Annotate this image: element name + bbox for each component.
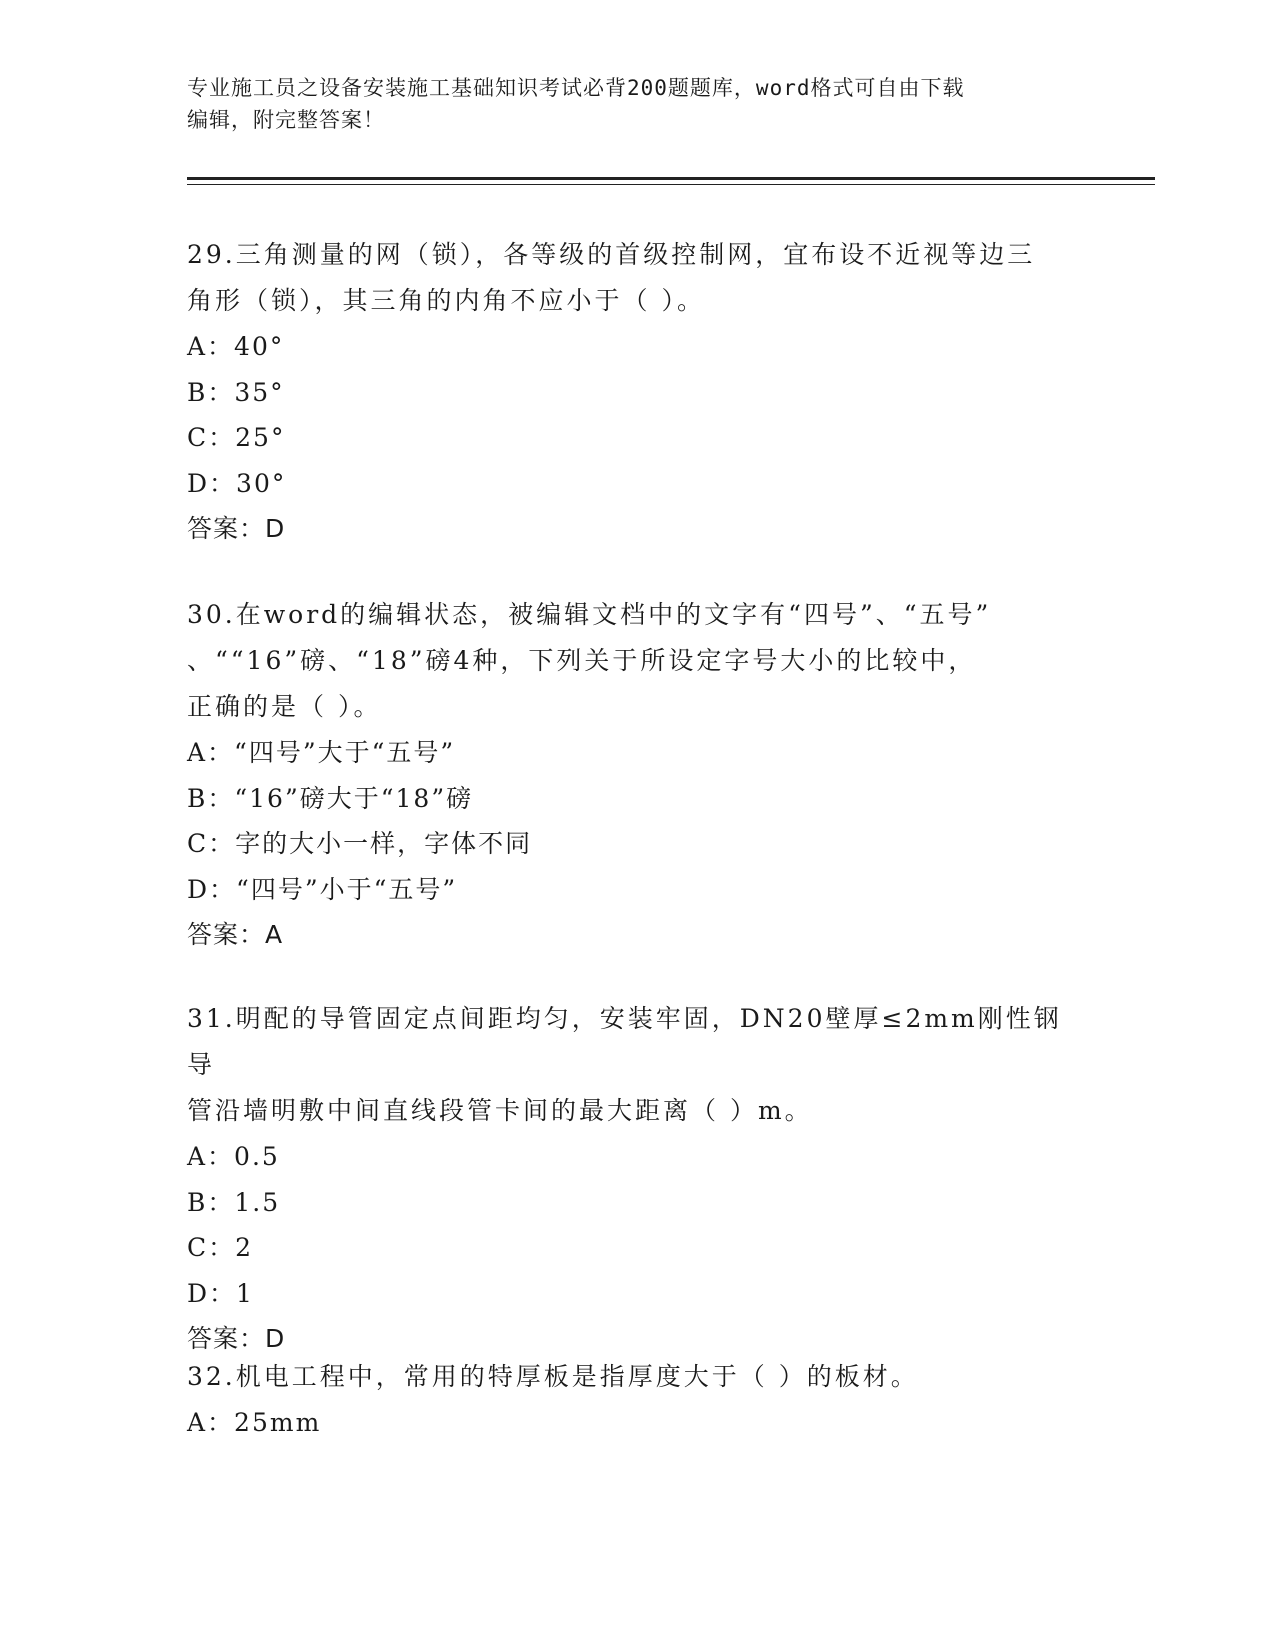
question-31: [187, 996, 1087, 1362]
question-29: [187, 232, 1087, 552]
question-text-line: 29.三角测量的网（锁），各等级的首级控制网，宜布设不近视等边三: [187, 240, 1036, 269]
option-a: A：“四号”大于“五号”: [187, 738, 456, 767]
question-text-line: 正确的是（ ）。: [187, 692, 382, 721]
option-b: B：“16”磅大于“18”磅: [187, 783, 474, 813]
header-divider-thick: [187, 177, 1155, 180]
option-a: A：0.5: [187, 1142, 280, 1171]
question-30: [187, 592, 1087, 958]
option-b: B：1.5: [187, 1187, 281, 1217]
option-a: A：40°: [187, 332, 285, 361]
header-title-line-2: 编辑，附完整答案！: [187, 108, 385, 132]
option-d: D：30°: [187, 468, 287, 498]
option-a: A：25mm: [187, 1408, 322, 1437]
question-text-line: 31.明配的导管固定点间距均匀，安装牢固，DN20壁厚≤2mm刚性钢导: [187, 1004, 1062, 1079]
option-c: C：2: [187, 1233, 254, 1262]
document-header: [187, 72, 1087, 136]
option-c: C：字的大小一样，字体不同: [187, 829, 533, 858]
answer-line: 答案：D: [187, 514, 286, 543]
option-b: B：35°: [187, 377, 285, 407]
answer-line: 答案：A: [187, 920, 284, 949]
question-text-line: 32.机电工程中，常用的特厚板是指厚度大于（ ）的板材。: [187, 1362, 919, 1391]
answer-line: 答案：D: [187, 1324, 286, 1353]
question-text-line: 、““16”磅、“18”磅4种，下列关于所设定字号大小的比较中，: [187, 646, 977, 675]
question-32: [187, 1354, 1087, 1446]
question-text-line: 管沿墙明敷中间直线段管卡间的最大距离（ ）m。: [187, 1096, 813, 1125]
header-title-line-1: 专业施工员之设备安装施工基础知识考试必背200题题库，word格式可自由下载: [187, 76, 965, 100]
question-text-line: 角形（锁），其三角的内角不应小于（ ）。: [187, 286, 705, 315]
option-c: C：25°: [187, 423, 286, 452]
option-d: D：1: [187, 1278, 254, 1308]
option-d: D：“四号”小于“五号”: [187, 874, 458, 904]
header-divider-thin: [187, 184, 1155, 185]
question-text-line: 30.在word的编辑状态，被编辑文档中的文字有“四号”、“五号”: [187, 600, 992, 629]
